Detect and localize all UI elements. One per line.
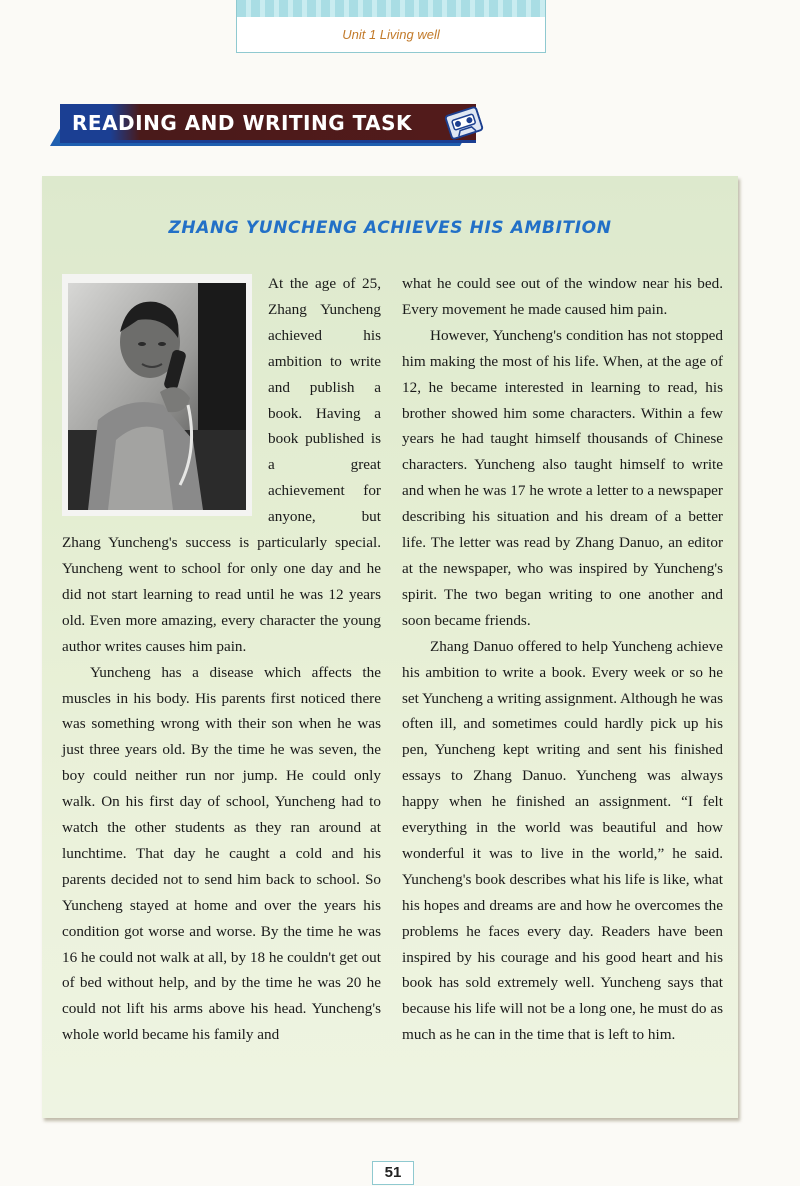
article-column-left [62, 271, 381, 1048]
header-decoration-strip [237, 0, 545, 17]
article-column-right [402, 271, 723, 1048]
article-paragraph: However, Yuncheng's condition has not stopped him making the most of his life. When, at the age of 12, he became interested in learning to read, his brother showed him some characters. Within a few years he had taught himself thousands of Chinese characters. Yuncheng also taught himself to write and when he was 17 he wrote a letter to a newspaper describing his situation and his dream of a better life. The letter was read by Zhang Danuo, an editor at the newspaper, who was inspired by Yuncheng's spirit. The two began writing to one another and soon became friends. [402, 326, 723, 629]
article-paragraph: Yuncheng has a disease which affects the muscles in his body. His parents first noticed there was something wrong with their son when he was just three years old. By the time he was seven, the boy could neither run nor jump. He could only walk. On his first day of school, Yuncheng had to watch the other students as they ran around at lunchtime. That day he caught a cold and his parents decided not to send him back to school. So Yuncheng stayed at home and over the years his condition got worse and worse. By the time he was 16 he could not walk at all, by 18 he couldn't get out of bed without help, and by the time he was 20 he could not lift his arms above his head. Yuncheng's whole world became his family and [62, 663, 381, 1044]
article-paragraph: Zhang Danuo offered to help Yuncheng achieve his ambition to write a book. Every week or so he set Yuncheng a writing assignment. Although he was often ill, and sometimes could hardly pick up his pen, Yuncheng kept writing and sent his finished essays to Zhang Danuo. Yuncheng was always happy when he finished an assignment. “I felt everything in the world was beautiful and how wonderful it was to live in the world,” he said. Yuncheng's book describes what his life is like, what his hopes and dreams are and how he overcomes the problems he faces every day. Readers have been inspired by his courage and his good heart and his book has sold extremely well. Yuncheng says that because his life will not be a long one, he must do as much as he can in the time that is left to him. [402, 637, 723, 1044]
photo-image [68, 280, 246, 510]
article-paragraph: what he could see out of the window near his bed. Every movement he made caused him pain. [402, 275, 723, 318]
article-paragraph: At the age of 25, Zhang Yuncheng achieved his ambition to write and publish a book. Having a book published is a great achievement for anyone, but Zhang Yuncheng's success is particularly special. Yuncheng went to school for only one day and he did not start learning to read until he was 12 years old. Even more amazing, every character the young author writes causes him pain. [62, 275, 381, 655]
page-number: 51 [372, 1161, 414, 1185]
article-photo [62, 274, 252, 516]
section-title: READING AND WRITING TASK [72, 111, 413, 135]
banner-bar [60, 104, 476, 143]
article-title: ZHANG YUNCHENG ACHIEVES HIS AMBITION [168, 218, 612, 238]
unit-header-tab [236, 0, 546, 53]
unit-label: Unit 1 Living well [342, 27, 440, 42]
section-banner [50, 104, 430, 146]
